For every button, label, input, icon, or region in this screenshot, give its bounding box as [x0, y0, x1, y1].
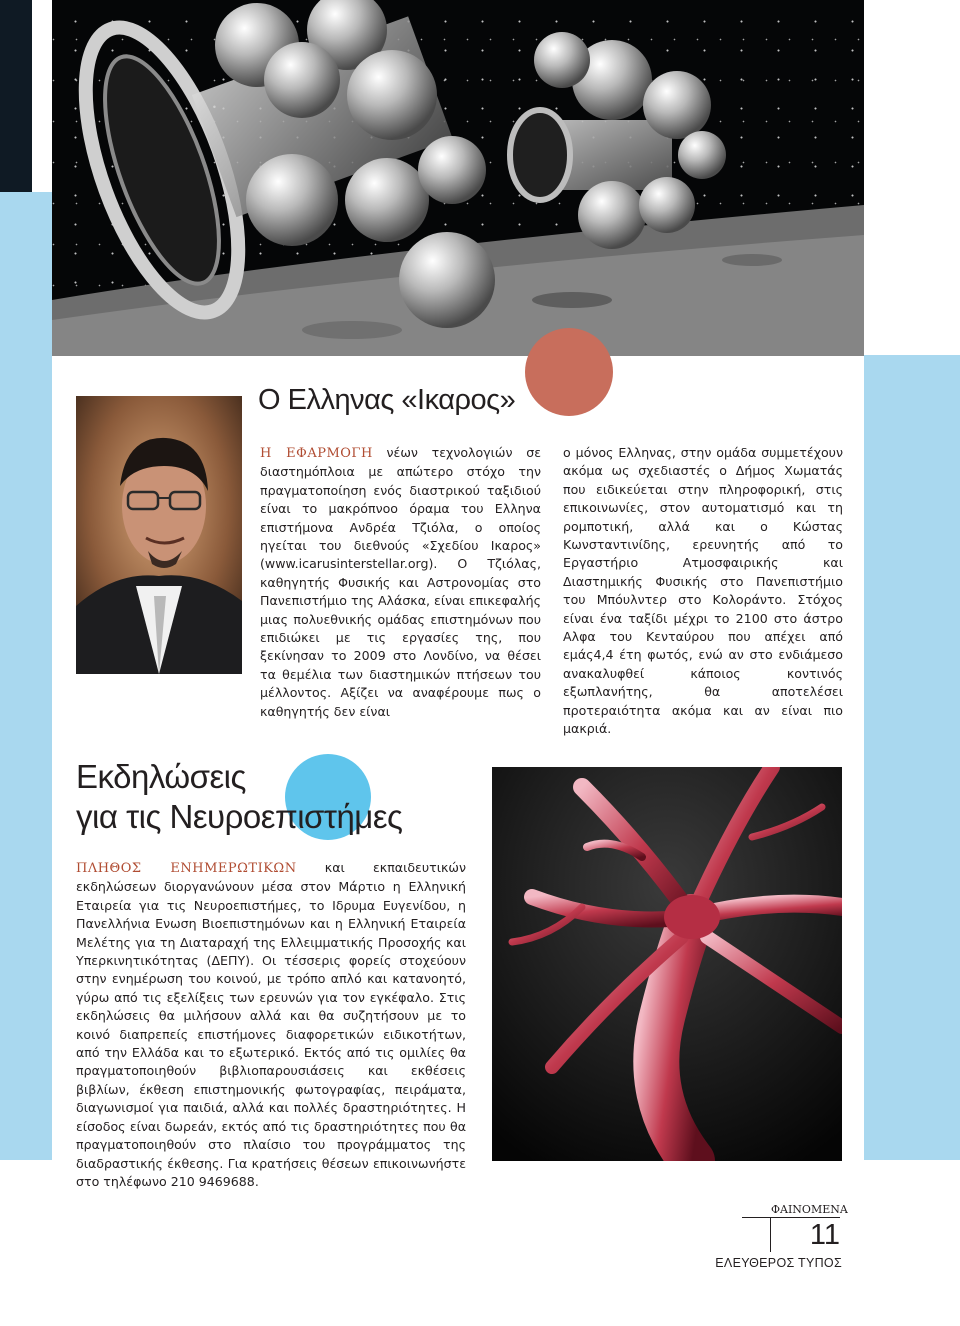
- spaceship-hero-image: [52, 0, 864, 356]
- page-number: 11: [809, 1219, 840, 1251]
- portrait-photo: [76, 396, 242, 674]
- article2-lead: ΠΛΗΘΟΣ ΕΝΗΜΕΡΩΤΙΚΩΝ: [76, 861, 297, 876]
- article2-title: [76, 757, 402, 837]
- footer-rule: [742, 1217, 840, 1218]
- section-category: ΦΑΙΝΟΜΕΝΑ: [771, 1203, 848, 1216]
- left-blue-margin: [0, 192, 52, 1326]
- neuron-image: [492, 767, 842, 1161]
- article1-col1-text: νέων τεχνολογιών σε διαστημόπλοια με απώτερο στόχο την πραγματοποίηση ενός διαστρικού ταξιδιού είναι το μακρόπνοο όραμα του Ελληνα επιστήμονα Ανδρέα Τζιόλα, ο οποίος ηγείται του διεθνούς «Σχεδίου Ικαρος» (www.icarusinterstellar.org). Ο Τζιόλας, καθηγητής Φυσικής και Αστρονομίας στο Πανεπιστήμιο της Αλάσκα, είναι επικεφαλής μιας πολυεθνικής ομάδας επιστημόνων που επιδιώκει με τις εργασίες της, που ξεκίνησαν το 2009 στο Λονδίνο, να θέσει τα θεμέλια των διαστημικών πτήσεων του μέλλοντος. Αξίζει να αναφέρουμε πως ο καθηγητής δεν είναι: [260, 445, 542, 719]
- article2-text: και εκπαιδευτικών εκδηλώσεων διοργανώνουν μέσα στον Μάρτιο η Ελληνική Εταιρεία για τις Νευροεπιστήμες, το Ιδρυμα Ευγενίδου, η Πανελλήνια Ενωση Βιοεπιστημόνων και η Ελληνική Εταιρεία Μελέτης για τη Διαταραχή της Ελλειμματικής Προσοχής και Υπερκινητικότητας (ΔΕΠΥ). Οι τέσσερις φορείς στοχεύουν στην ενημέρωση του κοινού, με τρόπο απλό και κατανοητό, γύρω από τις εξελίξεις των ερευνών για τον εγκέφαλο. Στις εκδηλώσεις θα μιλήσουν αλλά και θα συζητήσουν με το κοινό διαπρεπείς επιστήμονες διαφορετικών ειδικοτήτων, από την Ελλάδα και το εξωτερικό. Εκτός από τις ομιλίες θα πραγματοποιηθούν βιβλιοπαρουσιάσεις και εκθέσεις βιβλίων, έκθεση επιστημονικής φωτογραφίας, πειράματα, διαγωνισμοί για παιδιά, αλλά και πολλές δραστηριότητες. Η είσοδος είναι δωρεάν, εκτός από τις δραστηριότητες που θα πραγματοποιηθούν στο πλαίσιο του προγράμματος της διαδραστικής έκθεσης. Για κρατήσεις θέσεων επικοινωνήστε στο τηλέφωνο 210 9469688.: [76, 860, 466, 1189]
- article2-body: [76, 859, 466, 1191]
- article2-title-line1: Εκδηλώσεις: [76, 758, 246, 795]
- small-spaceship: [510, 32, 726, 249]
- decorative-salmon-circle: [525, 328, 613, 416]
- top-left-dark-strip: [0, 0, 32, 192]
- article1-lead: Η ΕΦΑΡΜΟΓΗ: [260, 446, 373, 461]
- spaceships-illustration: [52, 0, 864, 356]
- article1-column2: ο μόνος Ελληνας, στην ομάδα συμμετέχουν ακόμα ως σχεδιαστές ο Δήμος Χωματάς που ειδικεύεται στην πληροφορική, στις επικοινωνίες, στον αυτοματισμό και τη ρομποτική, αλλά και ο Κώστας Κωνσταντινίδης, ερευνητής από το Εργαστήριο Ατμοσφαιρικής και Διαστημικής Φυσικής στο Πανεπιστήμιο του Μπόυλντερ στο Κολοράντο. Στόχος είναι ένα ταξίδι μέχρι το 2100 στο άστρο Αλφα του Κενταύρου που απέχει από εμάς4,4 έτη φωτός, ενώ αν στο ενδιάμεσο ανακαλυφθεί κάποιος κοντινός εξωπλανήτης, θα αποτελέσει προτεραιότητα ακόμα και αν είναι πιο μακριά.: [563, 445, 843, 737]
- article1-title: Ο Ελληνας «Ικαρος»: [258, 384, 516, 416]
- publication-name: ΕΛΕΥΘΕΡΟΣ ΤΥΠΟΣ: [715, 1256, 842, 1270]
- article1-column1: [260, 444, 541, 721]
- article2-title-line2: για τις Νευροεπιστήμες: [76, 798, 403, 835]
